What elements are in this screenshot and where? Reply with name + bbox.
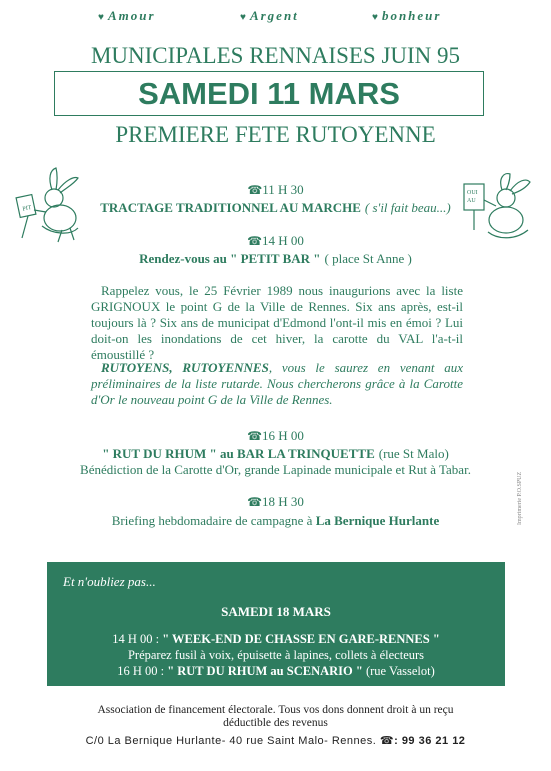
- event-description: Bénédiction de la Carotte d'Or, grande Lapinade municipale et Rut à Tabar.: [80, 462, 471, 477]
- event-time: ☎11 H 30: [247, 182, 304, 197]
- page-title: MUNICIPALES RENNAISES JUIN 95: [90, 43, 461, 68]
- event-title: " RUT DU RHUM " au BAR LA TRINQUETTE (rue St Malo): [102, 446, 449, 461]
- rutoyens-paragraph: RUTOYENS, RUTOYENNES, vous le saurez en venant aux préliminaires de la liste rutarde. Nous chercherons grâce à la Carotte d'Or le nouveau point G de la Ville de Rennes.: [91, 360, 464, 407]
- event-time: ☎16 H 00: [247, 428, 304, 443]
- heart-icon: ♥: [372, 12, 380, 23]
- footer-note: Association de financement électorale. Tous vos dons donnent droit à un reçu: [97, 704, 454, 716]
- reminder-line: 14 H 00 : " WEEK-END DE CHASSE EN GARE-RENNES ": [112, 632, 440, 646]
- event-time: ☎18 H 30: [247, 494, 304, 509]
- event-time: ☎14 H 00: [247, 233, 304, 248]
- phone-icon: ☎: [247, 183, 263, 197]
- event-title: TRACTAGE TRADITIONNEL AU MARCHE ( s'il fait beau...): [100, 200, 451, 215]
- event-title: Rendez-vous au " PETIT BAR " ( place St Anne ): [139, 251, 412, 266]
- svg-text:AU: AU: [467, 198, 476, 204]
- motto-bonheur: ♥ bonheur: [372, 8, 442, 23]
- footer-note: déductible des revenus: [223, 717, 328, 729]
- intro-paragraph: Rappelez vous, le 25 Février 1989 nous inaugurions avec la liste GRIGNOUX le point G de la Ville de Rennes. Six ans après, est-il toujours là ? Six ans de municipat d'Edmond l'ont-il mis en émoi ? Lui doit-on les inondations de cet hiver, la carotte du VAL l'a-t-il émoustillé ?: [91, 283, 463, 362]
- svg-text:OUI: OUI: [467, 190, 478, 196]
- phone-icon: ☎: [247, 429, 263, 443]
- printer-note: Imprimerie P.O.SPUZ: [517, 471, 523, 525]
- phone-icon: ☎: [247, 495, 263, 509]
- event-title: Briefing hebdomadaire de campagne à La Bernique Hurlante: [111, 513, 440, 528]
- svg-text:PIT: PIT: [22, 204, 33, 213]
- heart-icon: ♥: [240, 12, 248, 23]
- reminder-line: Préparez fusil à voix, épuisette à lapines, collets à électeurs: [127, 648, 425, 662]
- motto-argent: ♥ Argent: [240, 8, 299, 23]
- phone-icon: ☎: [247, 234, 263, 248]
- reminder-intro: Et n'oubliez pas...: [63, 574, 156, 589]
- date-box: SAMEDI 11 MARS: [54, 71, 484, 116]
- phone-icon: ☎: [379, 735, 395, 747]
- heart-icon: ♥: [98, 12, 106, 23]
- page-subtitle: PREMIERE FETE RUTOYENNE: [115, 122, 436, 147]
- reminder-date: SAMEDI 18 MARS: [221, 604, 331, 619]
- footer-address: C/0 La Bernique Hurlante- 40 rue Saint Malo- Rennes. ☎: 99 36 21 12: [85, 735, 466, 747]
- reminder-line: 16 H 00 : " RUT DU RHUM au SCENARIO " (rue Vasselot): [117, 664, 435, 678]
- motto-amour: ♥ Amour: [98, 8, 156, 23]
- reminder-band: [47, 562, 505, 686]
